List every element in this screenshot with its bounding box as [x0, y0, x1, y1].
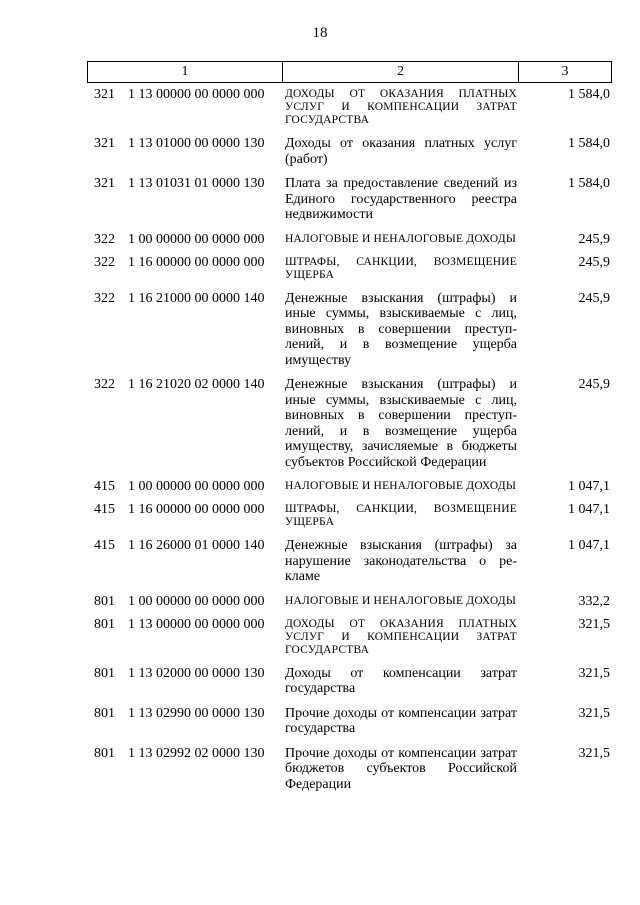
admin-code: 321: [94, 136, 115, 151]
table-row: [0, 87, 640, 127]
table-row: [0, 502, 640, 529]
income-name: НАЛОГОВЫЕ И НЕНАЛОГОВЫЕ ДОХОДЫ: [285, 232, 517, 245]
admin-code: 322: [94, 254, 115, 270]
income-name: ДОХОДЫ ОТ ОКАЗАНИЯ ПЛАТНЫХ УСЛУГ И КОМПЕНСАЦИИ ЗАТРАТ ГОСУДАРСТВА: [285, 617, 517, 656]
table-row: [0, 377, 640, 470]
amount: 321,5: [578, 616, 610, 632]
table-row: [0, 594, 640, 608]
budget-classification-code: 1 16 21000 00 0000 140: [128, 290, 265, 306]
amount: 245,9: [578, 231, 610, 247]
income-name: ДОХОДЫ ОТ ОКАЗАНИЯ ПЛАТНЫХ УСЛУГ И КОМПЕНСАЦИИ ЗАТРАТ ГОСУДАРСТВА: [285, 88, 517, 126]
table-header: [87, 61, 612, 83]
budget-classification-code: 1 13 01031 01 0000 130: [128, 176, 265, 191]
budget-classification-code: 1 16 21020 02 0000 140: [128, 377, 265, 392]
admin-code: 415: [94, 538, 115, 553]
table-body: [0, 87, 640, 801]
table-row: [0, 666, 640, 697]
amount: 1 047,1: [568, 502, 610, 517]
amount: 1 047,1: [568, 479, 610, 494]
table-row: [0, 538, 640, 585]
table-row: [0, 232, 640, 246]
budget-classification-code: 1 13 02000 00 0000 130: [128, 665, 265, 681]
income-name: НАЛОГОВЫЕ И НЕНАЛОГОВЫЕ ДОХОДЫ: [285, 594, 517, 607]
amount: 332,2: [578, 593, 610, 609]
admin-code: 801: [94, 665, 115, 681]
table-row: [0, 746, 640, 793]
income-name: Плата за предоставление сведений из Единого государственного реестра недвижимости: [285, 176, 517, 222]
budget-classification-code: 1 13 00000 00 0000 000: [128, 87, 265, 102]
income-name: ШТРАФЫ, САНКЦИИ, ВОЗМЕЩЕНИЕ УЩЕРБА: [285, 255, 517, 281]
amount: 321,5: [578, 705, 610, 721]
amount: 245,9: [578, 377, 610, 392]
header-column-3: 3: [561, 64, 569, 79]
income-name: Прочие доходы от компенсации затрат государства: [285, 705, 517, 736]
admin-code: 415: [94, 502, 115, 517]
table-row: [0, 617, 640, 657]
admin-code: 321: [94, 176, 115, 191]
income-name: ШТРАФЫ, САНКЦИИ, ВОЗМЕЩЕНИЕ УЩЕРБА: [285, 503, 517, 528]
admin-code: 322: [94, 231, 115, 247]
table-row: [0, 291, 640, 369]
amount: 321,5: [578, 665, 610, 681]
income-name: Денежные взыскания (штрафы) за нарушение законодательства о рекламе: [285, 538, 517, 584]
table-row: [0, 706, 640, 737]
budget-classification-code: 1 13 02990 00 0000 130: [128, 705, 265, 721]
header-column-1: 1: [88, 62, 283, 82]
admin-code: 801: [94, 745, 115, 761]
budget-classification-code: 1 13 01000 00 0000 130: [128, 136, 265, 151]
table-row: [0, 136, 640, 167]
amount: 1 584,0: [568, 87, 610, 102]
amount: 1 584,0: [568, 136, 610, 151]
amount: 1 047,1: [568, 538, 610, 553]
admin-code: 322: [94, 290, 115, 306]
admin-code: 321: [94, 87, 115, 102]
table-row: [0, 176, 640, 223]
budget-classification-code: 1 13 02992 02 0000 130: [128, 745, 265, 761]
header-column-2: 2: [283, 62, 519, 82]
admin-code: 415: [94, 479, 115, 494]
budget-classification-code: 1 00 00000 00 0000 000: [128, 593, 265, 609]
budget-classification-code: 1 00 00000 00 0000 000: [128, 479, 265, 494]
budget-classification-code: 1 16 00000 00 0000 000: [128, 502, 265, 517]
admin-code: 801: [94, 705, 115, 721]
income-name: Доходы от компенсации затрат государства: [285, 665, 517, 696]
amount: 245,9: [578, 254, 610, 270]
income-name: Прочие доходы от компенсации затрат бюджетов субъектов Российской Федерации: [285, 745, 517, 792]
budget-classification-code: 1 16 26000 01 0000 140: [128, 538, 265, 553]
income-name: НАЛОГОВЫЕ И НЕНАЛОГОВЫЕ ДОХОДЫ: [285, 480, 517, 492]
admin-code: 322: [94, 377, 115, 392]
amount: 321,5: [578, 745, 610, 761]
income-name: Денежные взыскания (штрафы) и иные суммы, взыскиваемые с лиц, виновных в совершении преступлений, и в возмещение ущерба имуществу, зачисляемые в бюджеты субъектов Российской Федерации: [285, 377, 517, 470]
admin-code: 801: [94, 593, 115, 609]
table-row: [0, 479, 640, 493]
amount: 1 584,0: [568, 176, 610, 191]
budget-classification-code: 1 13 00000 00 0000 000: [128, 616, 265, 632]
table-row: [0, 255, 640, 282]
income-name: Денежные взыскания (штрафы) и иные суммы, взыскиваемые с лиц, виновных в совершении преступлений, и в возмещение ущерба имуществу: [285, 290, 517, 368]
budget-classification-code: 1 00 00000 00 0000 000: [128, 231, 265, 247]
budget-classification-code: 1 16 00000 00 0000 000: [128, 254, 265, 270]
income-name: Доходы от оказания платных услуг (работ): [285, 136, 517, 167]
amount: 245,9: [578, 290, 610, 306]
admin-code: 801: [94, 616, 115, 632]
page-number: 18: [312, 25, 328, 41]
